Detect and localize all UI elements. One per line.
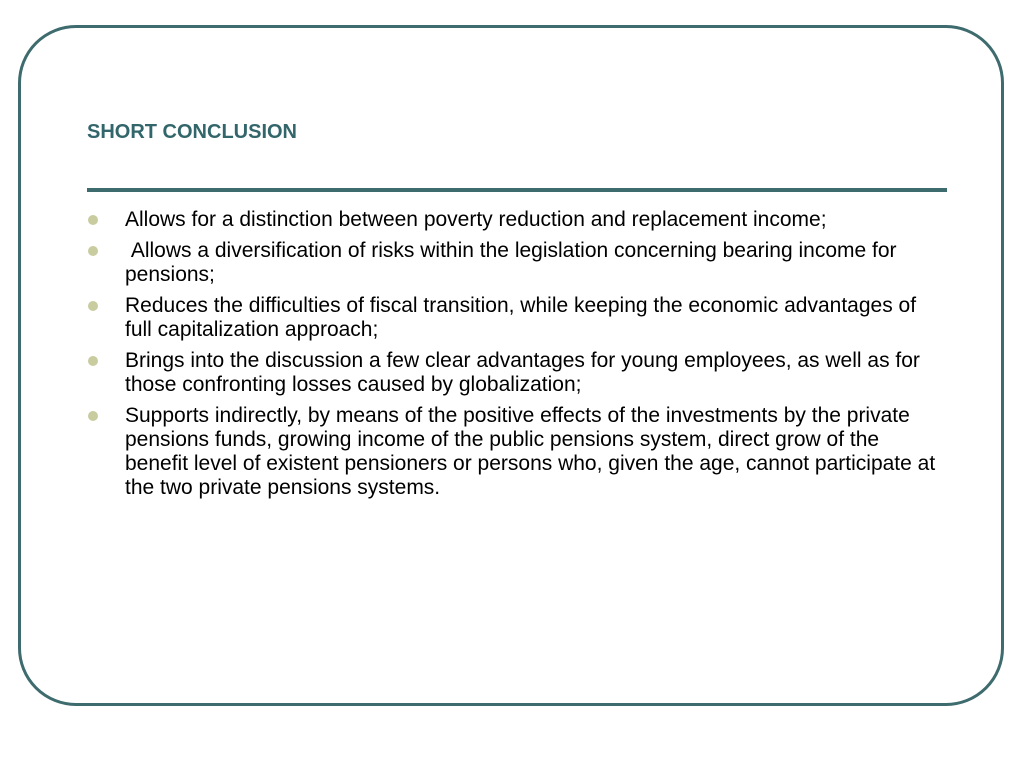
bullet-item [88, 404, 938, 500]
bullet-dot-icon [88, 246, 98, 256]
bullet-item [88, 294, 938, 342]
bullet-item [88, 349, 938, 397]
bullet-dot-icon [88, 411, 98, 421]
bullet-list [88, 208, 938, 507]
title-divider [87, 188, 947, 192]
bullet-dot-icon [88, 301, 98, 311]
bullet-text: Brings into the discussion a few clear advantages for young employees, as well as for those confronting losses caused by globalization; [125, 349, 920, 396]
bullet-text: Allows for a distinction between poverty reduction and replacement income; [125, 208, 827, 231]
bullet-text: Supports indirectly, by means of the positive effects of the investments by the private pensions funds, growing income of the public pensions system, direct grow of the benefit level of existent pensioners or persons who, given the age, cannot participate at the two private pensions systems. [125, 404, 936, 499]
bullet-item [88, 239, 938, 287]
bullet-text: Reduces the difficulties of fiscal transition, while keeping the economic advantages of full capitalization approach; [125, 294, 917, 341]
bullet-dot-icon [88, 356, 98, 366]
bullet-dot-icon [88, 215, 98, 225]
bullet-item [88, 208, 938, 232]
bullet-text: Allows a diversification of risks within the legislation concerning bearing income for pensions; [125, 239, 897, 286]
slide-title: SHORT CONCLUSION [87, 121, 297, 143]
